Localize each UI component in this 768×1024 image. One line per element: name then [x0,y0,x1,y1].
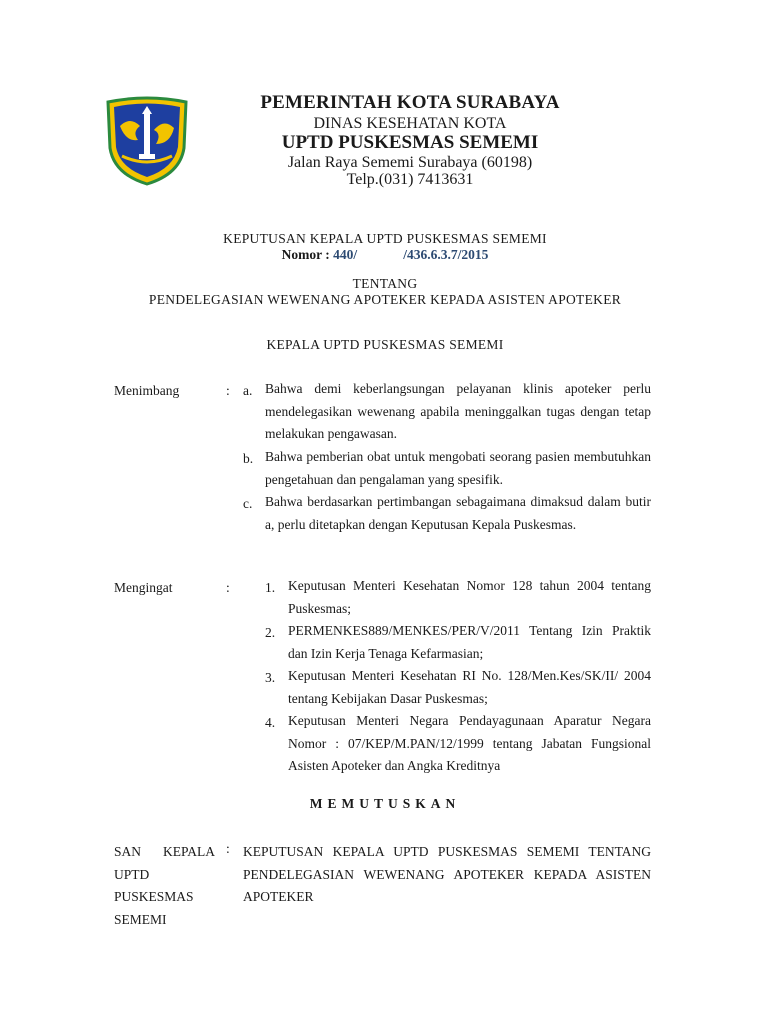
mengingat-item-2: PERMENKES889/MENKES/PER/V/2011 Tentang Izin Praktik dan Izin Kerja Tenaga Kefarmasian; [288,623,651,661]
memutuskan-heading: MEMUTUSKAN [309,796,461,811]
menimbang-marker-a: a. [243,383,253,398]
decision-number-label: Nomor : [281,247,330,262]
mengingat-marker-4: 4. [265,715,276,730]
letterhead-phone: Telp.(031) 7413631 [346,171,474,188]
mengingat-marker-3: 3. [265,670,276,685]
menimbang-label: Menimbang [114,383,180,398]
surabaya-coat-of-arms-icon [104,96,190,186]
mengingat-item-3: Keputusan Menteri Kesehatan RI No. 128/Men.Kes/SK/II/ 2004 tentang Kebijakan Dasar Puskesmas; [288,668,651,706]
letterhead-government: PEMERINTAH KOTA SURABAYA [260,92,560,113]
menetapkan-colon: : [226,841,230,856]
decision-number-part1: 440/ [333,247,358,262]
menimbang-item-a: Bahwa demi keberlangsungan pelayanan klinis apoteker perlu mendelegasikan wewenang apabila meninggalkan tugas dengan tetap melakukan pengawasan. [265,381,651,441]
decision-issuer: KEPALA UPTD PUSKESMAS SEMEMI [266,337,504,352]
letterhead-address: Jalan Raya Sememi Surabaya (60198) [287,154,533,171]
decision-title: KEPUTUSAN KEPALA UPTD PUSKESMAS SEMEMI [223,231,547,246]
tentang-heading: TENTANG [352,276,418,291]
menimbang-marker-c: c. [243,496,253,511]
mengingat-label: Mengingat [114,580,173,595]
menetapkan-label: SAN KEPALA UPTD PUSKESMAS SEMEMI [114,844,215,927]
decision-number [60,247,710,263]
letterhead-unit: UPTD PUSKESMAS SEMEMI [281,132,539,153]
mengingat-item-4: Keputusan Menteri Negara Pendayagunaan Aparatur Negara Nomor : 07/KEP/M.PAN/12/1999 tentang Jabatan Fungsional Asisten Apoteker dan Angka Kreditnya [288,713,651,773]
mengingat-colon: : [226,580,230,595]
menimbang-item-b: Bahwa pemberian obat untuk mengobati seorang pasien membutuhkan pengetahuan dan pengalaman yang spesifik. [265,449,651,487]
menimbang-colon: : [226,383,230,398]
mengingat-marker-2: 2. [265,625,276,640]
mengingat-marker-1: 1. [265,580,276,595]
letterhead-department: DINAS KESEHATAN KOTA [313,115,507,132]
menetapkan-text: KEPUTUSAN KEPALA UPTD PUSKESMAS SEMEMI TENTANG PENDELEGASIAN WEWENANG APOTEKER KEPADA ASISTEN APOTEKER [243,844,651,904]
decision-subject: PENDELEGASIAN WEWENANG APOTEKER KEPADA ASISTEN APOTEKER [148,292,622,307]
mengingat-item-1: Keputusan Menteri Kesehatan Nomor 128 tahun 2004 tentang Puskesmas; [288,578,651,616]
decision-number-part2: /436.6.3.7/2015 [403,247,489,262]
menimbang-marker-b: b. [243,451,254,466]
menimbang-item-c: Bahwa berdasarkan pertimbangan sebagaimana dimaksud dalam butir a, perlu ditetapkan dengan Keputusan Kepala Puskesmas. [265,494,651,532]
